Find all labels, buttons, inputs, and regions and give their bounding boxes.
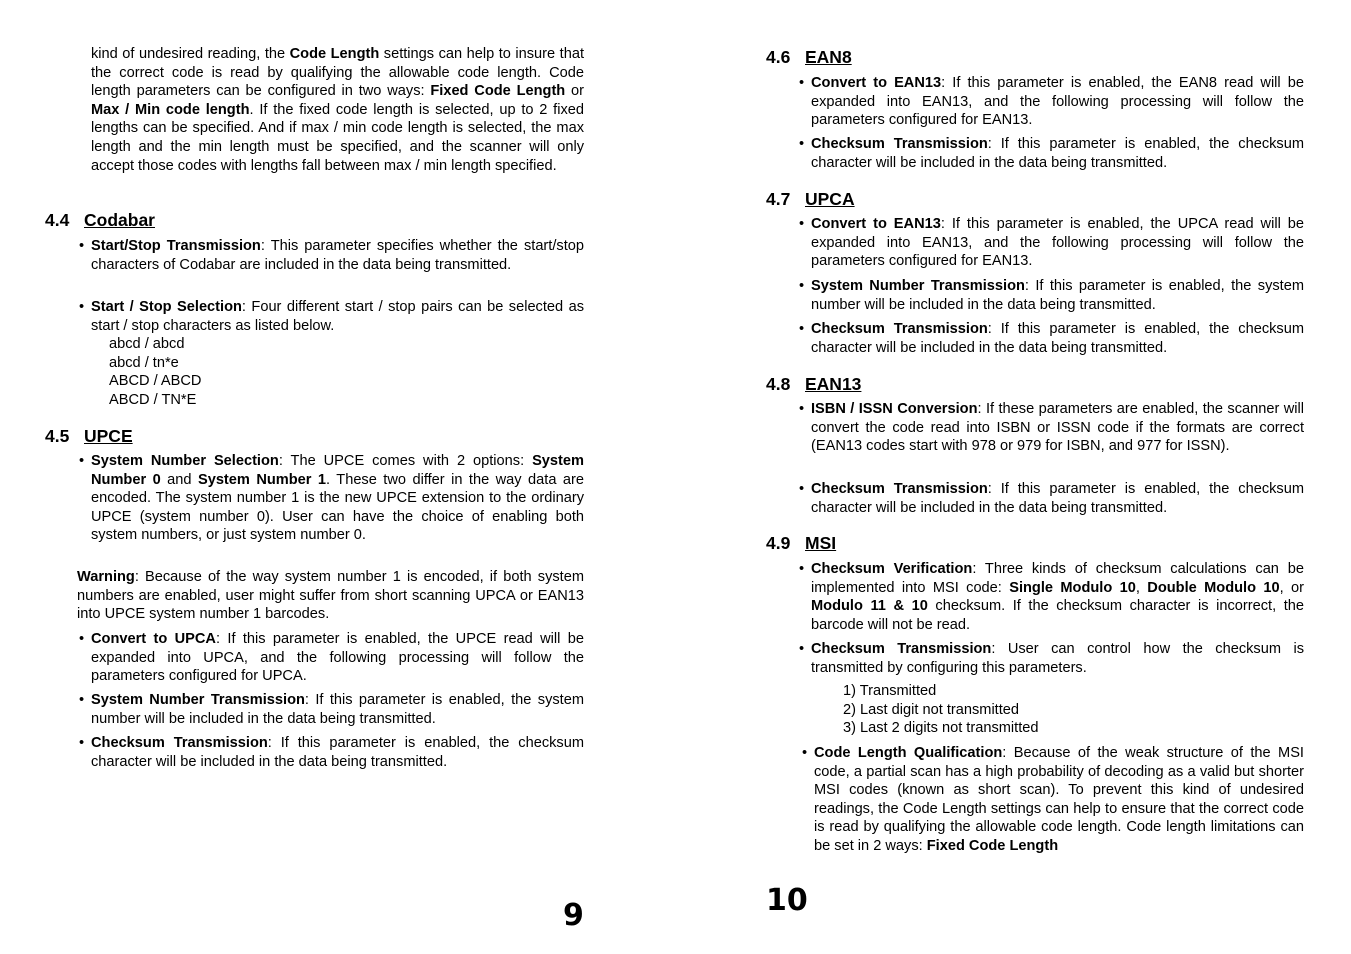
bullet-start-stop-transmission: [79, 237, 584, 274]
bullet-label: Checksum Transmission: [811, 321, 988, 337]
bullet-bold-double-mod10: Double Modulo 10: [1147, 579, 1280, 596]
bullet-ean13-checksum: [799, 480, 1304, 517]
pair-item: abcd / abcd: [109, 336, 185, 352]
bullet-system-number-transmission: [79, 691, 584, 728]
bullet-icon: •: [79, 692, 85, 708]
bullet-text: : Three kinds of checksum calculations can be implemented into MSI code:: [811, 561, 1304, 596]
bullet-icon: •: [799, 401, 805, 417]
bullet-ean8-checksum: [799, 135, 1304, 172]
bullet-label: Start / Stop Selection: [91, 299, 242, 315]
bullet-text: : User can control how the checksum is transmitted by configuring this parameters.: [811, 641, 1304, 676]
section-title: MSI: [805, 533, 837, 553]
bullet-msi-checksum-transmission: [799, 640, 1304, 677]
bullet-text: : If this parameter is enabled, the EAN8 read will be expanded into EAN13, and the following processing will follow the parameters configured for EAN13.: [811, 75, 1304, 129]
bullet-text: : This parameter specifies whether the start/stop characters of Codabar are included in the data being transmitted.: [91, 238, 584, 273]
bullet-text: : If these parameters are enabled, the scanner will convert the code read into ISBN or ISSN code if the formats are correct (EAN13 codes start with 978 or 979 for ISBN, and 977 for ISSN).: [811, 401, 1305, 455]
intro-bold-code-length: Code Length: [289, 46, 380, 62]
pair-item: ABCD / TN*E: [109, 391, 197, 408]
bullet-icon: •: [799, 216, 805, 232]
bullet-text: : If this parameter is enabled, the checksum character will be included in the data being transmitted.: [811, 136, 1304, 171]
intro-text-3: or: [565, 83, 585, 100]
bullet-label: Checksum Transmission: [811, 481, 988, 497]
bullet-system-number-selection: [79, 452, 584, 545]
bullet-ean8-convert: [799, 74, 1304, 130]
bullet-text: : Four different start / stop pairs can be selected as start / stop characters as listed below.: [91, 299, 584, 334]
intro-text-4: . If the fixed code length is selected, up to 2 fixed lengths can be specified. And if max / min code length is selected, the max length and the min length must be specified, and the scanner will only accept those codes with lengths fall between max / min length specified.: [91, 101, 584, 174]
bullet-label: Checksum Verification: [811, 561, 973, 577]
bullet-text: : If this parameter is enabled, the UPCA read will be expanded into EAN13, and the following processing will follow the parameters configured for EAN13.: [811, 216, 1304, 270]
section-number: 4.4: [45, 210, 70, 230]
bullet-label: Checksum Transmission: [811, 136, 988, 152]
section-number: 4.8: [766, 374, 791, 394]
bullet-icon: •: [799, 136, 805, 152]
bullet-text: ,: [1135, 579, 1148, 596]
bullet-text: and: [160, 471, 198, 488]
bullet-icon: •: [79, 453, 85, 469]
bullet-bold-mod11-10: Modulo 11 & 10: [811, 598, 928, 615]
bullet-text: : If this parameter is enabled, the UPCE read will be expanded into UPCA, and the following processing will follow the parameters configured for UPCA.: [91, 631, 584, 685]
bullet-convert-to-upca: [79, 630, 584, 686]
left-page: [0, 0, 675, 954]
bullet-label: Checksum Transmission: [91, 735, 268, 751]
section-title: EAN8: [805, 47, 852, 67]
bullet-text: : If this parameter is enabled, the system number will be included in the data being transmitted.: [91, 692, 584, 727]
section-title: UPCA: [805, 189, 855, 209]
section-title: UPCE: [84, 426, 133, 446]
bullet-icon: •: [799, 481, 805, 497]
bullet-label: Convert to EAN13: [811, 75, 942, 91]
intro-bold-fixed: Fixed Code Length: [430, 83, 566, 100]
bullet-icon: •: [79, 238, 85, 254]
bullet-label: Start/Stop Transmission: [91, 238, 261, 254]
bullet-text: , or: [1279, 579, 1305, 596]
bullet-upca-system-number: [799, 277, 1304, 314]
bullet-text: . These two differ in the way data are encoded. The system number 1 is the new UPCE extension to the ordinary UPCE (system number 0). User can have the choice of enabling both system numbers, or just system number 0.: [91, 471, 584, 544]
bullet-ean13-isbn: [799, 400, 1305, 456]
bullet-bold-sn1: System Number 1: [197, 471, 327, 488]
bullet-icon: •: [79, 299, 85, 315]
bullet-text: : If this parameter is enabled, the checksum character will be included in the data being transmitted.: [811, 321, 1304, 356]
bullet-label: Convert to EAN13: [811, 216, 941, 232]
section-number: 4.6: [766, 47, 791, 67]
section-heading-codabar: [45, 209, 155, 231]
intro-text-2: settings can help to insure that the correct code is read by qualifying the allowable code length. Code length parameters can be configured in two ways:: [91, 46, 584, 100]
bullet-upca-checksum: [799, 320, 1304, 357]
bullet-icon: •: [799, 641, 805, 657]
option-item: 1) Transmitted: [843, 683, 937, 699]
bullet-icon: •: [79, 631, 85, 647]
option-item: 2) Last digit not transmitted: [843, 701, 1020, 718]
pair-item: abcd / tn*e: [109, 354, 179, 371]
right-page: [676, 0, 1351, 954]
bullet-icon: •: [799, 278, 805, 294]
section-number: 4.7: [766, 189, 791, 209]
bullet-label: Checksum Transmission: [811, 641, 992, 657]
bullet-text: : If this parameter is enabled, the checksum character will be included in the data being transmitted.: [91, 735, 584, 770]
section-heading-upce: [45, 425, 133, 447]
section-number: 4.9: [766, 533, 791, 553]
warning-text: : Because of the way system number 1 is encoded, if both system numbers are enabled, user might suffer from short scanning UPCA or EAN13 into UPCE system number 1 barcodes.: [77, 569, 584, 623]
bullet-bold-single-mod10: Single Modulo 10: [1009, 579, 1136, 596]
bullet-label: Convert to UPCA: [91, 631, 216, 647]
bullet-icon: •: [799, 321, 805, 337]
bullet-text: : If this parameter is enabled, the system number will be included in the data being transmitted.: [811, 278, 1304, 313]
bullet-label: System Number Transmission: [811, 278, 1025, 294]
bullet-label: System Number Selection: [91, 453, 279, 469]
section-heading-msi: [766, 532, 836, 554]
section-number: 4.5: [45, 426, 70, 446]
bullet-text: : Because of the weak structure of the MSI code, a partial scan has a high probability of decoding as a valid but shorter MSI codes (known as short scan). To prevent this kind of undesired readings, the Code Length settings can help to ensure that the correct code is read by qualifying the allowable code length. Code length limitations can be set in 2 ways:: [814, 745, 1304, 854]
bullet-msi-checksum-verification: [799, 560, 1305, 634]
intro-bold-maxmin: Max / Min code length: [91, 101, 250, 118]
section-heading-ean8: [766, 46, 852, 68]
bullet-text: : The UPCE comes with 2 options:: [278, 453, 533, 469]
bullet-text: checksum. If the checksum character is incorrect, the barcode will not be read.: [811, 598, 1305, 633]
bullet-icon: •: [799, 75, 805, 91]
page-number-right: 10: [766, 883, 808, 918]
pair-item: ABCD / ABCD: [109, 373, 202, 390]
page-number-left: 9: [563, 898, 584, 933]
section-heading-upca: [766, 188, 855, 210]
option-item: 3) Last 2 digits not transmitted: [843, 720, 1039, 737]
warning-label: Warning: [77, 569, 135, 585]
bullet-icon: •: [799, 561, 805, 577]
bullet-bold-fixed-length: Fixed Code Length: [926, 837, 1059, 854]
intro-paragraph: [91, 45, 584, 175]
bullet-upca-convert: [799, 215, 1304, 271]
section-title: Codabar: [84, 210, 155, 230]
bullet-label: System Number Transmission: [91, 692, 305, 708]
bullet-checksum-transmission: [79, 734, 584, 771]
bullet-icon: •: [802, 745, 808, 761]
section-title: EAN13: [805, 374, 862, 394]
bullet-icon: •: [79, 735, 85, 751]
bullet-start-stop-selection: [79, 298, 584, 335]
bullet-msi-code-length: [802, 744, 1304, 856]
section-heading-ean13: [766, 373, 861, 395]
bullet-label: Code Length Qualification: [814, 745, 1003, 761]
intro-text-1: kind of undesired reading, the: [91, 46, 290, 62]
checksum-options-list: [843, 682, 1039, 738]
warning-paragraph: [77, 568, 584, 624]
bullet-text: : If this parameter is enabled, the checksum character will be included in the data being transmitted.: [811, 481, 1304, 516]
bullet-bold-sn0: System Number 0: [91, 453, 584, 488]
bullet-label: ISBN / ISSN Conversion: [811, 401, 978, 417]
start-stop-pairs: [109, 335, 201, 409]
